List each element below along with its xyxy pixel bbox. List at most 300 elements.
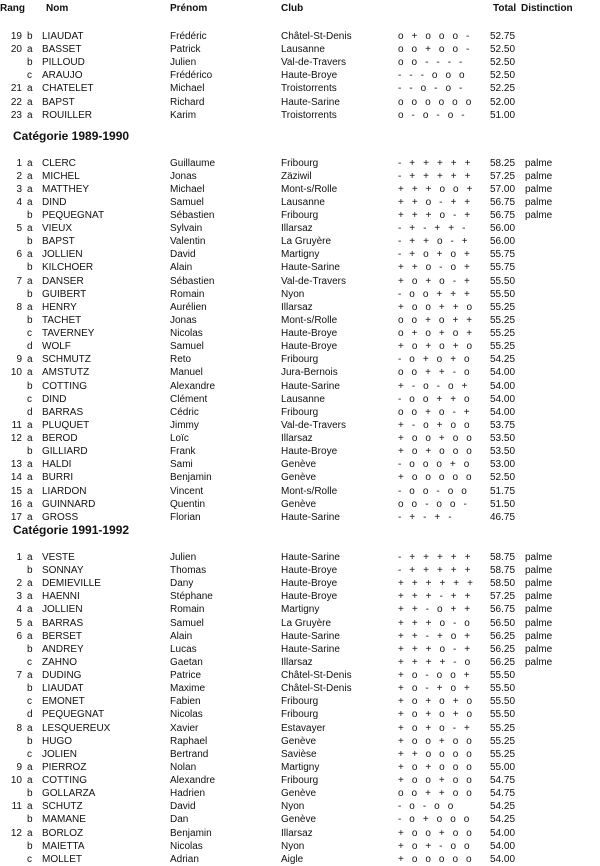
club-cell: Illarsaz bbox=[281, 301, 313, 313]
table-row bbox=[0, 248, 600, 261]
total-cell: 51.00 bbox=[490, 109, 516, 121]
sub-rank-cell: b bbox=[27, 380, 33, 392]
total-cell: 56.25 bbox=[490, 656, 516, 668]
total-cell: 55.50 bbox=[490, 288, 516, 300]
results-cell: o o + o + + bbox=[398, 314, 475, 326]
rank-cell: 5 bbox=[16, 223, 22, 235]
table-row bbox=[0, 498, 600, 511]
last-name-cell: SCHMUTZ bbox=[42, 354, 91, 366]
last-name-cell: HALDI bbox=[42, 459, 72, 471]
header-rang: Rang bbox=[0, 3, 25, 14]
table-row bbox=[0, 853, 600, 866]
first-name-cell: Nicolas bbox=[170, 840, 203, 852]
first-name-cell: Stéphane bbox=[170, 591, 213, 603]
results-cell: - o + o + o bbox=[398, 354, 473, 366]
total-cell: 55.25 bbox=[490, 341, 516, 353]
first-name-cell: Guillaume bbox=[170, 157, 216, 169]
club-cell: Zäziwil bbox=[281, 170, 312, 182]
last-name-cell: GOLLARZA bbox=[42, 788, 96, 800]
last-name-cell: DUDING bbox=[42, 670, 82, 682]
last-name-cell: LIARDON bbox=[42, 485, 87, 497]
last-name-cell: LIAUDAT bbox=[42, 31, 84, 42]
results-cell: o - o - o - bbox=[398, 109, 468, 121]
last-name-cell: AMSTUTZ bbox=[42, 367, 90, 379]
sub-rank-cell: a bbox=[27, 775, 33, 787]
last-name-cell: HENRY bbox=[42, 301, 77, 313]
header-club: Club bbox=[281, 3, 304, 14]
results-cell: o o o o o o bbox=[398, 96, 474, 108]
total-cell: 54.25 bbox=[490, 354, 516, 366]
table-row bbox=[0, 774, 600, 787]
results-cell: + + + o - + bbox=[398, 643, 473, 655]
total-cell: 56.75 bbox=[490, 604, 516, 616]
club-cell: Fribourg bbox=[281, 709, 319, 721]
rank-cell: 2 bbox=[16, 578, 22, 590]
sub-rank-cell: c bbox=[27, 70, 32, 82]
distinction-cell: palme bbox=[525, 183, 553, 195]
rank-cell: 12 bbox=[10, 827, 22, 839]
club-cell: Haute-Broye bbox=[281, 70, 338, 82]
results-cell: - + - + - bbox=[398, 511, 455, 523]
sub-rank-cell: a bbox=[27, 498, 33, 510]
club-cell: Haute-Broye bbox=[281, 328, 338, 340]
table-row bbox=[0, 471, 600, 484]
sub-rank-cell: d bbox=[27, 709, 33, 721]
total-cell: 55.75 bbox=[490, 249, 516, 261]
first-name-cell: Loïc bbox=[170, 433, 189, 445]
club-cell: Haute-Broye bbox=[281, 446, 338, 458]
results-cell: - + - + + - bbox=[398, 223, 469, 235]
first-name-cell: Vincent bbox=[170, 485, 204, 497]
distinction-cell: palme bbox=[525, 591, 553, 603]
sub-rank-cell: a bbox=[27, 275, 33, 287]
rank-cell: 9 bbox=[16, 354, 22, 366]
club-cell: Mont-s/Rolle bbox=[281, 314, 338, 326]
rank-cell: 5 bbox=[16, 617, 22, 629]
sub-rank-cell: a bbox=[27, 761, 33, 773]
club-cell: Jura-Bernois bbox=[281, 367, 338, 379]
table-row bbox=[0, 109, 600, 122]
total-cell: 56.00 bbox=[490, 223, 516, 235]
results-cell: + o o + o o bbox=[398, 735, 475, 747]
sub-rank-cell: c bbox=[27, 696, 32, 708]
club-cell: Genève bbox=[281, 459, 317, 471]
distinction-cell: palme bbox=[525, 209, 553, 221]
club-cell: Genève bbox=[281, 788, 317, 800]
table-row bbox=[0, 695, 600, 708]
results-cell: + o + - o o bbox=[398, 840, 473, 852]
club-cell: Haute-Sarine bbox=[281, 552, 340, 563]
sub-rank-cell: a bbox=[27, 170, 33, 182]
sub-rank-cell: c bbox=[27, 656, 32, 668]
table-row bbox=[0, 827, 600, 840]
results-cell: - - o - o - bbox=[398, 83, 465, 95]
distinction-cell: palme bbox=[525, 604, 553, 616]
distinction-cell: palme bbox=[525, 565, 553, 577]
last-name-cell: PLUQUET bbox=[42, 419, 90, 431]
rank-cell: 3 bbox=[16, 591, 22, 603]
results-cell: - + + o - + bbox=[398, 236, 471, 248]
sub-rank-cell: a bbox=[27, 44, 33, 56]
sub-rank-cell: b bbox=[27, 643, 33, 655]
total-cell: 54.25 bbox=[490, 814, 516, 826]
last-name-cell: JOLIEN bbox=[42, 748, 78, 760]
table-row bbox=[0, 445, 600, 458]
table-row bbox=[0, 43, 600, 56]
total-cell: 51.75 bbox=[490, 485, 516, 497]
table-row bbox=[0, 590, 600, 603]
last-name-cell: ZAHNO bbox=[42, 656, 77, 668]
sub-rank-cell: b bbox=[27, 209, 33, 221]
club-cell: Fribourg bbox=[281, 209, 319, 221]
sub-rank-cell: a bbox=[27, 827, 33, 839]
last-name-cell: PIERROZ bbox=[42, 761, 87, 773]
total-cell: 55.50 bbox=[490, 709, 516, 721]
table-row bbox=[0, 840, 600, 853]
last-name-cell: ANDREY bbox=[42, 643, 84, 655]
table-row bbox=[0, 56, 600, 69]
total-cell: 54.00 bbox=[490, 840, 516, 852]
distinction-cell: palme bbox=[525, 578, 553, 590]
last-name-cell: DANSER bbox=[42, 275, 84, 287]
results-cell: - + + + + + bbox=[398, 170, 474, 182]
last-name-cell: BAPST bbox=[42, 96, 75, 108]
sub-rank-cell: b bbox=[27, 788, 33, 800]
results-cell: + + o o o o bbox=[398, 748, 475, 760]
first-name-cell: Sébastien bbox=[170, 275, 215, 287]
total-cell: 52.25 bbox=[490, 83, 516, 95]
results-cell: - + + + + + bbox=[398, 565, 474, 577]
header-nom: Nom bbox=[46, 3, 69, 14]
rank-cell: 20 bbox=[10, 44, 22, 56]
total-cell: 57.25 bbox=[490, 170, 516, 182]
table-row bbox=[0, 275, 600, 288]
results-cell: - o + o o o bbox=[398, 814, 472, 826]
club-cell: Haute-Broye bbox=[281, 341, 338, 353]
results-cell: + o o + + o bbox=[398, 301, 475, 313]
results-cell: - o - o o bbox=[398, 801, 456, 813]
total-cell: 52.50 bbox=[490, 44, 516, 56]
last-name-cell: HUGO bbox=[42, 735, 72, 747]
last-name-cell: BARRAS bbox=[42, 406, 84, 418]
table-row bbox=[0, 196, 600, 209]
table-row bbox=[0, 813, 600, 826]
first-name-cell: Jimmy bbox=[170, 419, 199, 431]
table-row bbox=[0, 261, 600, 274]
distinction-cell: palme bbox=[525, 170, 553, 182]
results-cell: + o o o o o bbox=[398, 472, 475, 484]
first-name-cell: Aurélien bbox=[170, 301, 207, 313]
sub-rank-cell: a bbox=[27, 459, 33, 471]
club-cell: La Gruyère bbox=[281, 236, 332, 248]
total-cell: 55.50 bbox=[490, 670, 516, 682]
first-name-cell: David bbox=[170, 249, 196, 261]
first-name-cell: Adrian bbox=[170, 853, 199, 865]
sub-rank-cell: b bbox=[27, 31, 33, 42]
results-cell: - + + + + + bbox=[398, 552, 474, 563]
category-title: Catégorie 1989-1990 bbox=[13, 128, 130, 143]
total-cell: 55.00 bbox=[490, 761, 516, 773]
last-name-cell: MATTHEY bbox=[42, 183, 90, 195]
last-name-cell: GILLIARD bbox=[42, 446, 88, 458]
sub-rank-cell: a bbox=[27, 591, 33, 603]
rank-cell: 14 bbox=[10, 472, 22, 484]
total-cell: 58.25 bbox=[490, 157, 516, 169]
table-row bbox=[0, 577, 600, 590]
sub-rank-cell: b bbox=[27, 57, 33, 69]
rank-cell: 10 bbox=[10, 367, 22, 379]
club-cell: Lausanne bbox=[281, 44, 325, 56]
last-name-cell: PEQUEGNAT bbox=[42, 209, 105, 221]
table-row bbox=[0, 419, 600, 432]
table-row bbox=[0, 735, 600, 748]
club-cell: Fribourg bbox=[281, 775, 319, 787]
club-cell: Illarsaz bbox=[281, 827, 313, 839]
total-cell: 56.25 bbox=[490, 630, 516, 642]
rank-cell: 2 bbox=[16, 170, 22, 182]
sub-rank-cell: b bbox=[27, 236, 33, 248]
results-cell: + - o + o o bbox=[398, 419, 473, 431]
last-name-cell: MOLLET bbox=[42, 853, 83, 865]
last-name-cell: PILLOUD bbox=[42, 57, 85, 69]
last-name-cell: BARRAS bbox=[42, 617, 84, 629]
last-name-cell: LIAUDAT bbox=[42, 683, 84, 695]
sub-rank-cell: a bbox=[27, 249, 33, 261]
club-cell: Haute-Broye bbox=[281, 565, 338, 577]
last-name-cell: DEMIEVILLE bbox=[42, 578, 101, 590]
table-row bbox=[0, 157, 600, 170]
last-name-cell: BEROD bbox=[42, 433, 78, 445]
club-cell: Illarsaz bbox=[281, 656, 313, 668]
table-row bbox=[0, 485, 600, 498]
club-cell: Genève bbox=[281, 472, 317, 484]
last-name-cell: CHATELET bbox=[42, 83, 94, 95]
last-name-cell: JOLLIEN bbox=[42, 249, 83, 261]
table-row bbox=[0, 551, 600, 564]
first-name-cell: Patrice bbox=[170, 670, 202, 682]
first-name-cell: Romain bbox=[170, 604, 205, 616]
results-cell: o o + o - + bbox=[398, 406, 473, 418]
distinction-cell: palme bbox=[525, 552, 553, 563]
first-name-cell: Gaetan bbox=[170, 656, 203, 668]
club-cell: Martigny bbox=[281, 249, 320, 261]
table-row bbox=[0, 458, 600, 471]
results-cell: + o o o o o bbox=[398, 853, 475, 865]
last-name-cell: GROSS bbox=[42, 511, 79, 523]
sub-rank-cell: c bbox=[27, 748, 32, 760]
sub-rank-cell: a bbox=[27, 485, 33, 497]
results-cell: + + + - + + bbox=[398, 591, 474, 603]
sub-rank-cell: b bbox=[27, 840, 33, 852]
results-cell: - - - o o o bbox=[398, 70, 468, 82]
total-cell: 46.75 bbox=[490, 511, 516, 523]
sub-rank-cell: a bbox=[27, 301, 33, 313]
first-name-cell: Sébastien bbox=[170, 209, 215, 221]
results-cell: + o - o o + bbox=[398, 670, 473, 682]
results-cell: - o o + + o bbox=[398, 393, 473, 405]
club-cell: Illarsaz bbox=[281, 433, 313, 445]
sub-rank-cell: a bbox=[27, 670, 33, 682]
total-cell: 51.50 bbox=[490, 498, 516, 510]
club-cell: Genève bbox=[281, 814, 317, 826]
table-row bbox=[0, 748, 600, 761]
sub-rank-cell: b bbox=[27, 288, 33, 300]
last-name-cell: PEQUEGNAT bbox=[42, 709, 105, 721]
total-cell: 54.00 bbox=[490, 380, 516, 392]
first-name-cell: Julien bbox=[170, 57, 197, 69]
results-cell: + o + o + o bbox=[398, 696, 475, 708]
first-name-cell: Benjamin bbox=[170, 472, 212, 484]
table-row bbox=[0, 630, 600, 643]
first-name-cell: Sami bbox=[170, 459, 193, 471]
sub-rank-cell: a bbox=[27, 472, 33, 484]
total-cell: 53.75 bbox=[490, 419, 516, 431]
last-name-cell: GUIBERT bbox=[42, 288, 87, 300]
club-cell: Haute-Broye bbox=[281, 591, 338, 603]
results-cell: + - o - o + bbox=[398, 380, 470, 392]
first-name-cell: Nicolas bbox=[170, 328, 203, 340]
sub-rank-cell: a bbox=[27, 604, 33, 616]
total-cell: 58.75 bbox=[490, 565, 516, 577]
first-name-cell: Xavier bbox=[170, 722, 199, 734]
table-row bbox=[0, 722, 600, 735]
last-name-cell: SCHUTZ bbox=[42, 801, 83, 813]
table-row bbox=[0, 288, 600, 301]
table-row bbox=[0, 314, 600, 327]
table-row bbox=[0, 406, 600, 419]
club-cell: Fribourg bbox=[281, 157, 319, 169]
club-cell: Haute-Sarine bbox=[281, 380, 340, 392]
results-cell: + o o + o o bbox=[398, 775, 475, 787]
sub-rank-cell: b bbox=[27, 814, 33, 826]
first-name-cell: Benjamin bbox=[170, 827, 212, 839]
last-name-cell: TAVERNEY bbox=[42, 328, 95, 340]
table-row bbox=[0, 643, 600, 656]
first-name-cell: Bertrand bbox=[170, 748, 209, 760]
club-cell: Haute-Broye bbox=[281, 578, 338, 590]
rank-cell: 7 bbox=[16, 275, 22, 287]
total-cell: 55.25 bbox=[490, 735, 516, 747]
total-cell: 57.25 bbox=[490, 591, 516, 603]
rank-cell: 1 bbox=[16, 552, 22, 563]
sub-rank-cell: a bbox=[27, 183, 33, 195]
sub-rank-cell: a bbox=[27, 511, 33, 523]
total-cell: 55.50 bbox=[490, 696, 516, 708]
club-cell: Val-de-Travers bbox=[281, 57, 347, 69]
first-name-cell: Michael bbox=[170, 83, 205, 95]
first-name-cell: Samuel bbox=[170, 196, 204, 208]
results-cell: + o o + o o bbox=[398, 433, 475, 445]
total-cell: 55.25 bbox=[490, 722, 516, 734]
first-name-cell: Frédérico bbox=[170, 70, 213, 82]
club-cell: Aigle bbox=[281, 853, 304, 865]
club-cell: Nyon bbox=[281, 801, 305, 813]
table-row bbox=[0, 432, 600, 445]
results-cell: o o - - - - bbox=[398, 57, 465, 69]
rank-cell: 13 bbox=[10, 459, 22, 471]
sub-rank-cell: c bbox=[27, 393, 32, 405]
club-cell: Val-de-Travers bbox=[281, 275, 347, 287]
rank-cell: 23 bbox=[10, 109, 22, 121]
last-name-cell: DIND bbox=[42, 393, 67, 405]
club-cell: Haute-Sarine bbox=[281, 262, 340, 274]
club-cell: Illarsaz bbox=[281, 223, 313, 235]
sub-rank-cell: a bbox=[27, 157, 33, 169]
last-name-cell: ROUILLER bbox=[42, 109, 93, 121]
rank-cell: 19 bbox=[10, 31, 22, 42]
last-name-cell: KILCHOER bbox=[42, 262, 94, 274]
last-name-cell: MAIETTA bbox=[42, 840, 85, 852]
rank-cell: 11 bbox=[11, 419, 22, 431]
first-name-cell: Sylvain bbox=[170, 223, 203, 235]
club-cell: Nyon bbox=[281, 288, 305, 300]
last-name-cell: VESTE bbox=[42, 552, 75, 563]
total-cell: 54.00 bbox=[490, 367, 516, 379]
total-cell: 56.00 bbox=[490, 236, 516, 248]
total-cell: 57.00 bbox=[490, 183, 516, 195]
first-name-cell: Valentin bbox=[170, 236, 206, 248]
results-cell: + o + o - + bbox=[398, 275, 473, 287]
first-name-cell: Reto bbox=[170, 354, 192, 366]
total-cell: 55.25 bbox=[490, 314, 516, 326]
results-cell: + + + + + + bbox=[398, 578, 476, 590]
table-row bbox=[0, 340, 600, 353]
club-cell: Genève bbox=[281, 735, 317, 747]
total-cell: 56.50 bbox=[490, 617, 516, 629]
results-cell: + + + + - o bbox=[398, 656, 473, 668]
sub-rank-cell: a bbox=[27, 196, 33, 208]
sub-rank-cell: a bbox=[27, 722, 33, 734]
results-cell: + + + o - o bbox=[398, 617, 473, 629]
results-cell: + + + o o + bbox=[398, 183, 475, 195]
table-row bbox=[0, 327, 600, 340]
club-cell: Haute-Sarine bbox=[281, 643, 340, 655]
last-name-cell: VIEUX bbox=[42, 223, 73, 235]
table-row bbox=[0, 380, 600, 393]
last-name-cell: BASSET bbox=[42, 44, 82, 56]
rank-cell: 8 bbox=[16, 722, 22, 734]
rank-cell: 7 bbox=[16, 670, 22, 682]
results-cell: + o + o o o bbox=[398, 446, 475, 458]
sub-rank-cell: a bbox=[27, 578, 33, 590]
sub-rank-cell: a bbox=[27, 801, 33, 813]
last-name-cell: BAPST bbox=[42, 236, 75, 248]
table-row bbox=[0, 96, 600, 109]
first-name-cell: Raphael bbox=[170, 735, 208, 747]
total-cell: 53.00 bbox=[490, 459, 516, 471]
table-row bbox=[0, 656, 600, 669]
total-cell: 52.50 bbox=[490, 70, 516, 82]
results-cell: + + + o - + bbox=[398, 209, 473, 221]
table-row bbox=[0, 511, 600, 524]
table-row bbox=[0, 393, 600, 406]
club-cell: Troistorrents bbox=[281, 109, 337, 121]
sub-rank-cell: a bbox=[27, 109, 33, 121]
rank-cell: 21 bbox=[10, 83, 22, 95]
sub-rank-cell: a bbox=[27, 433, 33, 445]
club-cell: Martigny bbox=[281, 761, 320, 773]
last-name-cell: COTTING bbox=[42, 775, 87, 787]
sub-rank-cell: d bbox=[27, 406, 33, 418]
rank-cell: 6 bbox=[16, 249, 22, 261]
last-name-cell: MAMANE bbox=[42, 814, 86, 826]
sub-rank-cell: b bbox=[27, 314, 33, 326]
total-cell: 52.00 bbox=[490, 96, 516, 108]
club-cell: Mont-s/Rolle bbox=[281, 183, 338, 195]
sub-rank-cell: a bbox=[27, 83, 33, 95]
results-cell: - + + + + + bbox=[398, 157, 474, 169]
first-name-cell: Romain bbox=[170, 288, 205, 300]
